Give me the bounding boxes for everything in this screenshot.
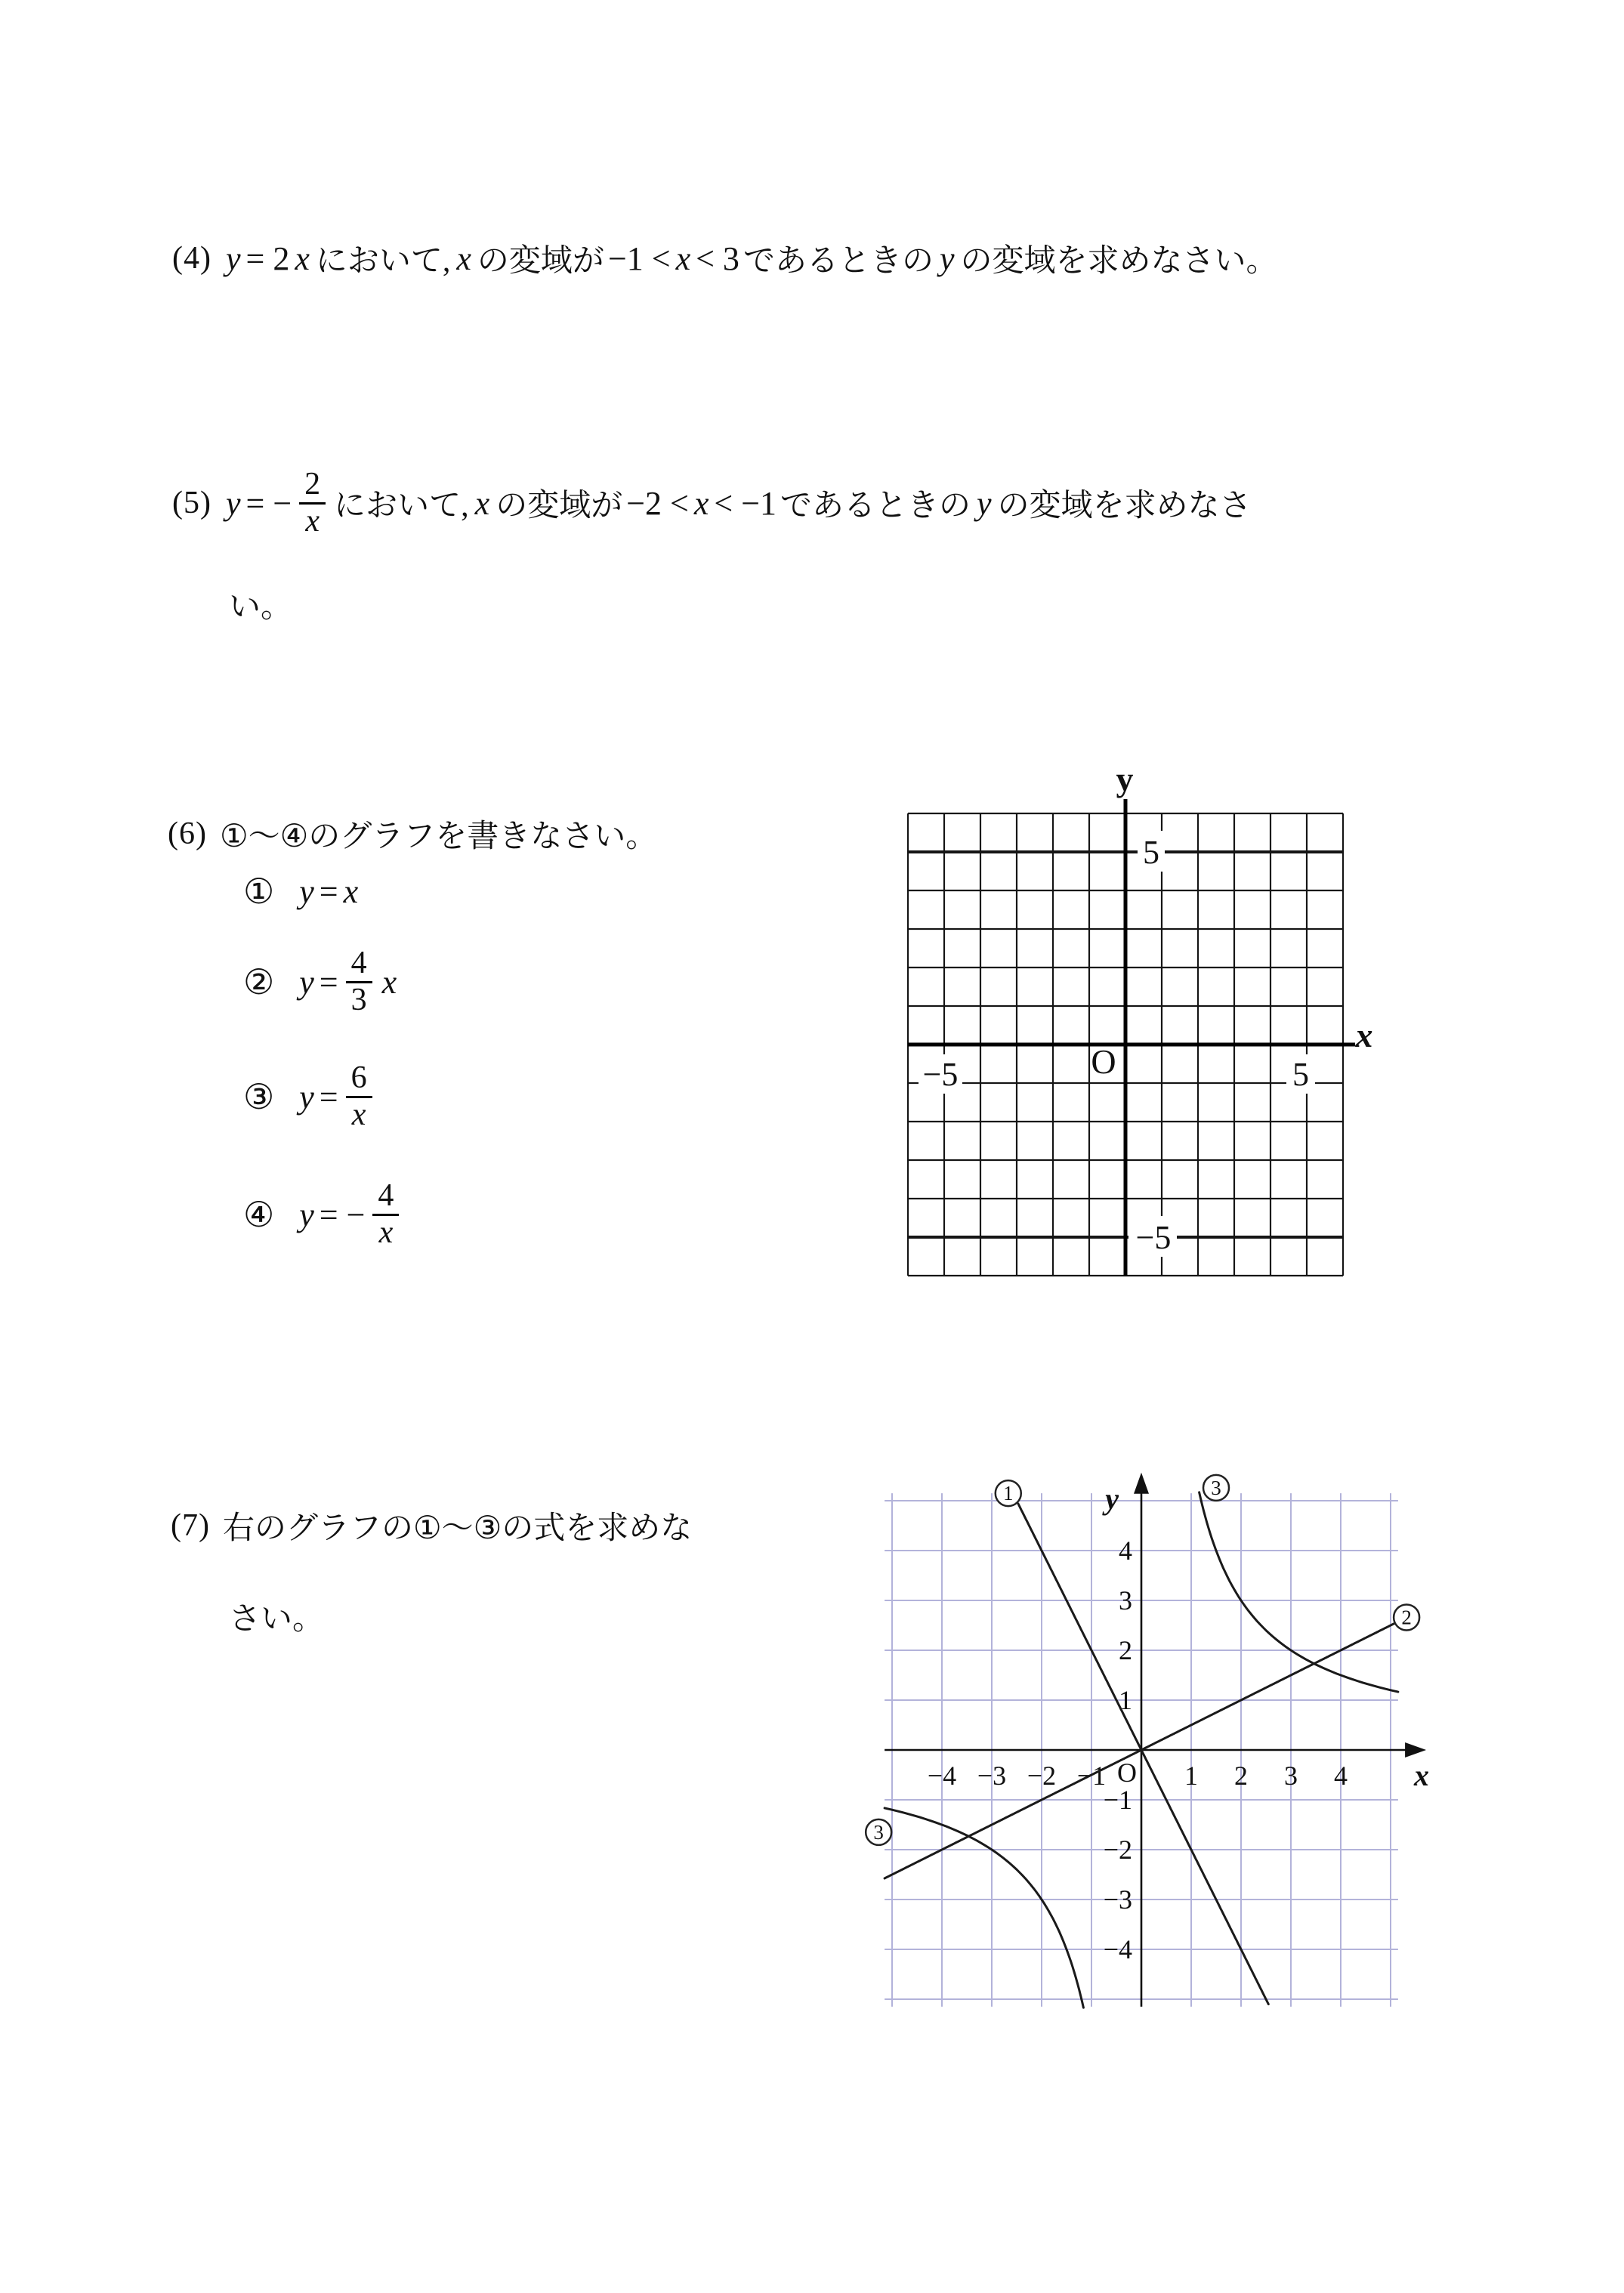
math-text: x: [693, 484, 709, 522]
problem-6: [168, 813, 659, 855]
y-axis-tick-5: 5: [1143, 834, 1159, 871]
equation-3: [295, 1061, 378, 1132]
x-axis-tick-4: 4: [1334, 1761, 1348, 1791]
x-axis-tick--2: −2: [1027, 1761, 1057, 1791]
y-axis-tick--1: −1: [1103, 1785, 1132, 1815]
curve-1: [1018, 1504, 1268, 2004]
problem-6-item-1: [243, 869, 362, 914]
math-text: y: [299, 1078, 314, 1116]
japanese-text: において,: [315, 244, 451, 279]
x-axis-tick--4: −4: [927, 1761, 957, 1791]
problem-6-text: ①〜④のグラフを書きなさい。: [219, 819, 658, 854]
math-text: = 2: [245, 239, 290, 277]
math-text: y: [977, 484, 992, 522]
math-text: −1 <: [607, 239, 671, 277]
problem-5: [172, 459, 1254, 547]
x-axis-tick--1: −1: [1076, 1761, 1107, 1791]
y-axis-label: y: [1105, 1482, 1119, 1516]
equation-4: [295, 1179, 405, 1250]
problem-5-number: (5): [172, 486, 211, 520]
japanese-text: の変域を求めなさ: [997, 489, 1252, 523]
x-axis-label: x: [1355, 1016, 1373, 1054]
math-text: x: [456, 239, 471, 277]
y-axis-tick--2: −2: [1103, 1835, 1132, 1865]
math-text: y: [225, 484, 241, 522]
math-text: x: [474, 484, 490, 522]
y-axis-label: y: [1116, 760, 1134, 798]
fraction-denominator: 3: [350, 982, 367, 1017]
fraction-denominator: x: [351, 1097, 366, 1132]
math-text: < −1: [714, 484, 777, 522]
curve-3-branch2: [885, 1808, 1083, 2008]
curve-2: [885, 1624, 1394, 1878]
fraction: [346, 946, 372, 1017]
x-axis-tick-1: 1: [1184, 1761, 1198, 1791]
y-axis-arrow: [1134, 1473, 1149, 1494]
problem-7-text: 右のグラフの①〜③の式を求めな: [222, 1511, 693, 1546]
circled-2-badge: ②: [243, 961, 275, 1002]
origin-label: O: [1091, 1042, 1116, 1081]
x-axis-tick-minus5: −5: [922, 1056, 959, 1093]
y-axis-tick-1: 1: [1119, 1685, 1132, 1715]
problem-6-item-4: [243, 1175, 405, 1254]
problem-7: [171, 1504, 694, 1547]
japanese-text: であるときの: [743, 244, 934, 279]
problem-7-text-continuation: さい。: [229, 1602, 325, 1637]
circled-3-badge: ③: [243, 1076, 275, 1117]
fraction: [346, 1061, 372, 1132]
fraction-numerator: 6: [346, 1061, 372, 1097]
y-axis-tick-minus5: −5: [1135, 1219, 1172, 1256]
math-text: y: [225, 239, 241, 277]
x-axis-tick--3: −3: [977, 1761, 1007, 1791]
fraction: [299, 468, 326, 539]
japanese-text: の変域が: [477, 244, 604, 279]
origin-label: O: [1117, 1758, 1137, 1788]
problem-5-text-line2: [227, 582, 295, 627]
math-text: =: [319, 1078, 338, 1116]
problem-4-text: [222, 236, 1280, 281]
problem-6-number: (6): [168, 816, 207, 851]
curve-label-3: 3: [873, 1820, 884, 1844]
y-axis-tick-3: 3: [1119, 1585, 1132, 1616]
math-text: y: [299, 1196, 314, 1233]
problem-7-text-line2: [227, 1595, 326, 1637]
math-text: < 3: [696, 239, 739, 277]
x-axis-tick-2: 2: [1234, 1761, 1248, 1791]
japanese-text: において,: [334, 489, 469, 523]
math-text: = −: [319, 1196, 366, 1233]
problem-5-text: [222, 468, 1254, 539]
equation-1: [295, 872, 362, 911]
x-axis-label: x: [1414, 1758, 1429, 1792]
math-text: =: [319, 872, 338, 910]
curve-label-3: 3: [1211, 1476, 1221, 1499]
y-axis-tick--4: −4: [1103, 1934, 1132, 1964]
given-graphs-figure: [846, 1465, 1473, 2062]
fraction-numerator: 2: [299, 468, 326, 504]
japanese-text: の変域を求めなさい。: [960, 244, 1278, 279]
circled-4-badge: ④: [243, 1194, 275, 1235]
circled-1-badge: ①: [243, 871, 275, 912]
fraction-numerator: 4: [372, 1179, 399, 1215]
math-text: x: [381, 963, 397, 1001]
problem-7-number: (7): [171, 1508, 210, 1543]
y-axis-tick-4: 4: [1119, 1535, 1132, 1566]
x-axis-tick-5: 5: [1292, 1056, 1309, 1093]
curve-3-branch1: [1199, 1492, 1398, 1692]
math-text: x: [295, 239, 310, 277]
problem-4-number: (4): [172, 241, 211, 276]
equation-2: [295, 946, 400, 1017]
math-text: y: [299, 872, 314, 910]
answer-grid-graph: [899, 755, 1397, 1292]
fraction-denominator: x: [378, 1214, 394, 1250]
y-axis-tick-2: 2: [1119, 1635, 1132, 1665]
x-axis-tick-3: 3: [1284, 1761, 1298, 1791]
curve-label-2: 2: [1401, 1606, 1412, 1629]
problem-5-text-continuation: い。: [229, 590, 293, 625]
problem-6-item-2: [243, 943, 400, 1021]
math-text: y: [939, 239, 955, 277]
math-text: y: [299, 963, 314, 1001]
math-text: = −: [245, 484, 292, 522]
curve-label-1: 1: [1003, 1482, 1014, 1505]
y-axis-tick--3: −3: [1103, 1884, 1132, 1915]
fraction-numerator: 4: [346, 946, 372, 983]
problem-4: [172, 236, 1280, 281]
japanese-text: の変域が: [496, 489, 623, 523]
math-text: x: [343, 872, 359, 910]
math-text: =: [319, 963, 338, 1001]
problem-6-item-3: [243, 1057, 378, 1136]
math-text: x: [675, 239, 691, 277]
fraction: [372, 1179, 399, 1250]
x-axis-arrow: [1405, 1742, 1426, 1758]
japanese-text: であるときの: [780, 489, 971, 523]
fraction-denominator: x: [305, 503, 320, 539]
math-text: −2 <: [626, 484, 689, 522]
